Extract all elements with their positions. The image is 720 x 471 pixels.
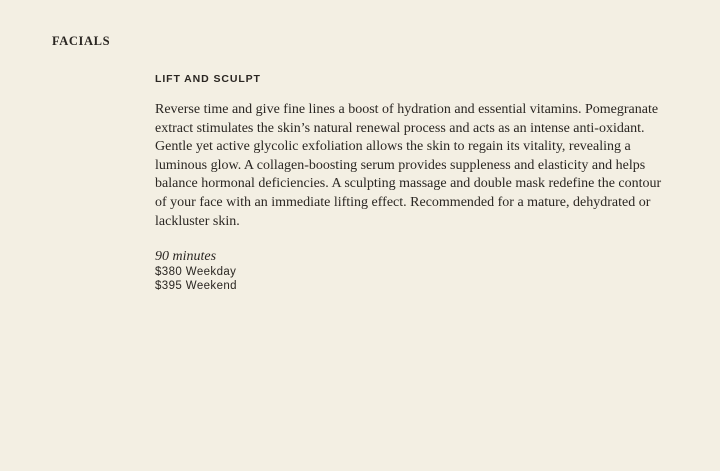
treatment-meta (155, 249, 675, 293)
price-weekend: $395 Weekend (155, 280, 237, 293)
treatment-name: LIFT AND SCULPT (155, 73, 261, 85)
treatment-description: Reverse time and give fine lines a boost of hydration and essential vitamins. Pomegranate extract stimulates the skin’s natural renewal process and acts as an intense anti-oxidant. Gentle yet active glycolic exfoliation allows the skin to regain its vitality, revealing a luminous glow. A collagen-boosting serum provides suppleness and elasticity and helps balance hormonal deficiencies. A sculpting massage and double mask redefine the contour of your face with an immediate lifting effect. Recommended for a mature, dehydrated or lackluster skin. (155, 102, 662, 229)
treatment-card (155, 73, 675, 293)
price-weekday: $380 Weekday (155, 266, 237, 279)
section-title: FACIALS (52, 34, 111, 48)
treatment-duration: 90 minutes (155, 249, 217, 265)
